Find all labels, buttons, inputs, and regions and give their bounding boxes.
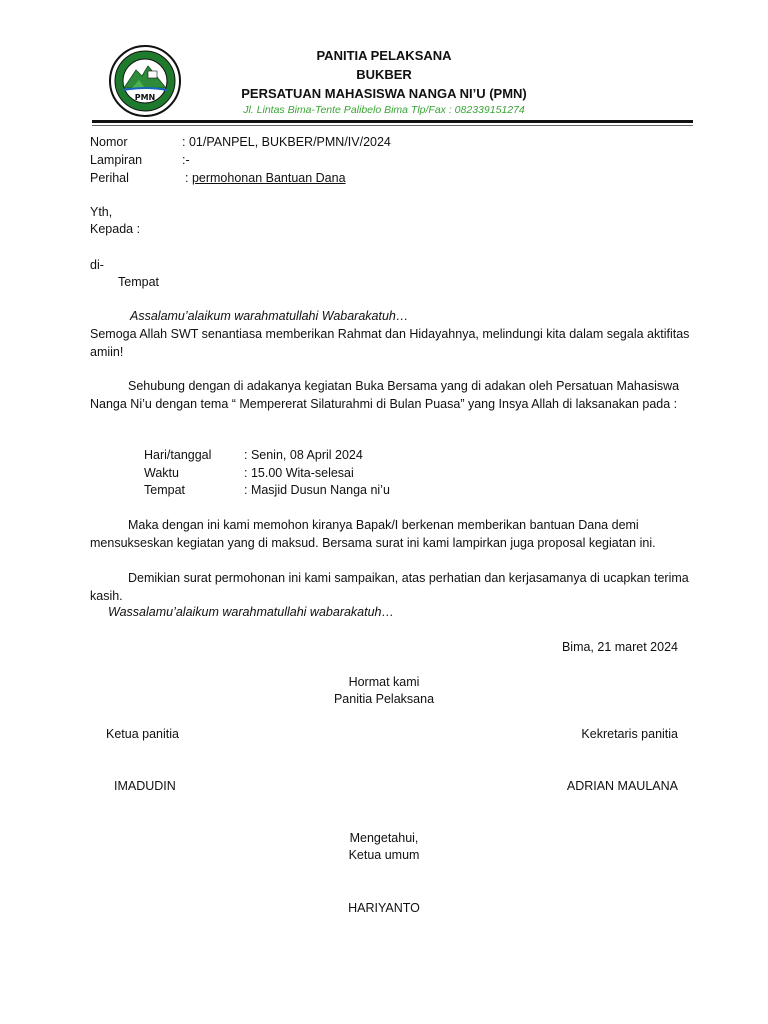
paragraph-3: Maka dengan ini kami memohon kiranya Bapak/I berkenan memberikan bantuan Dana demi mensukseskan kegiatan yang di maksud. Bersama surat ini kami lampirkan juga proposal kegiatan ini. bbox=[90, 518, 656, 550]
detail-value-place: : Masjid Dusun Nanga ni’u bbox=[244, 483, 390, 497]
ketua-umum-title: Ketua umum bbox=[348, 848, 420, 862]
hormat-kami: Hormat kami bbox=[348, 675, 420, 689]
recipient-kepada: Kepada : bbox=[90, 222, 141, 236]
recipient-tempat: Tempat bbox=[118, 275, 159, 289]
place-date: Bima, 21 maret 2024 bbox=[561, 640, 678, 654]
ketua-umum-name: HARIYANTO bbox=[348, 901, 420, 915]
recipient-yth: Yth, bbox=[90, 205, 113, 219]
detail-value-time: : 15.00 Wita-selesai bbox=[244, 466, 354, 480]
detail-label-place: Tempat bbox=[144, 483, 185, 497]
mengetahui: Mengetahui, bbox=[349, 831, 419, 845]
left-signer-title: Ketua panitia bbox=[106, 727, 179, 741]
header-divider bbox=[92, 120, 693, 123]
paragraph-4: Demikian surat permohonan ini kami sampaikan, atas perhatian dan kerjasamanya di ucapkan terima kasih. bbox=[90, 571, 689, 603]
logo-text: PMN bbox=[134, 93, 156, 102]
org-title-line1: PANITIA PELAKSANA bbox=[316, 48, 452, 63]
perihal-text: permohonan Bantuan Dana bbox=[191, 171, 346, 185]
paragraph-1: Semoga Allah SWT senantiasa memberikan Rahmat dan Hidayahnya, melindungi kita dalam segala aktifitas amiin! bbox=[90, 327, 690, 359]
meta-value-lampiran: :- bbox=[182, 153, 190, 167]
panitia-pelaksana: Panitia Pelaksana bbox=[333, 692, 435, 706]
meta-label-nomor: Nomor bbox=[90, 135, 128, 149]
org-title-line2: BUKBER bbox=[356, 67, 412, 82]
header-divider-thin bbox=[92, 125, 693, 126]
detail-label-time: Waktu bbox=[144, 466, 179, 480]
detail-value-date: : Senin, 08 April 2024 bbox=[244, 448, 363, 462]
meta-value-perihal bbox=[185, 171, 346, 185]
left-signer-name: IMADUDIN bbox=[114, 779, 176, 793]
org-title-line3: PERSATUAN MAHASISWA NANGA NI’U (PMN) bbox=[241, 86, 527, 101]
recipient-di: di- bbox=[90, 258, 104, 272]
meta-label-perihal: Perihal bbox=[90, 171, 129, 185]
closing-greeting: Wassalamu’alaikum warahmatullahi wabarakatuh… bbox=[108, 605, 395, 619]
perihal-colon: : bbox=[185, 171, 192, 185]
meta-label-lampiran: Lampiran bbox=[90, 153, 143, 167]
meta-value-nomor: : 01/PANPEL, BUKBER/PMN/IV/2024 bbox=[182, 135, 391, 149]
paragraph-2: Sehubung dengan di adakanya kegiatan Buka Bersama yang di adakan oleh Persatuan Mahasiswa Nanga Ni’u dengan tema “ Mempererat Silaturahmi di Bulan Puasa” yang Insya Allah di laksanakan pada : bbox=[90, 379, 680, 411]
org-address: Jl. Lintas Bima-Tente Palibelo Bima Tlp/Fax : 082339151274 bbox=[243, 104, 525, 116]
greeting: Assalamu’alaikum warahmatullahi Wabarakatuh… bbox=[130, 309, 409, 323]
detail-label-date: Hari/tanggal bbox=[144, 448, 212, 462]
right-signer-name: ADRIAN MAULANA bbox=[566, 779, 678, 793]
right-signer-title: Kekretaris panitia bbox=[581, 727, 678, 741]
